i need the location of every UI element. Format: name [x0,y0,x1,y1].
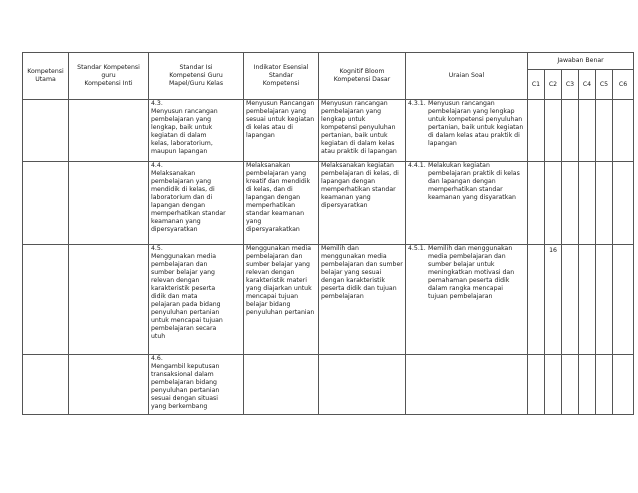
answer-c1 [528,162,545,245]
answer-c2 [545,162,562,245]
uraian-soal-cell [406,355,528,415]
kompetensi-utama-cell [23,245,69,355]
header-level-c3: C3 [562,70,579,100]
answer-c1 [528,355,545,415]
table-row [23,162,634,245]
competency-table-page [22,52,634,415]
answer-c3 [562,162,579,245]
header-level-c5: C5 [596,70,613,100]
standar-isi-cell: 4.5.Menggunakan media pembelajaran dan sumber belajar yang relevan dengan karakteristik peserta didik dan mata pelajaran pada bidang penyuluhan pertanian untuk mencapai tujuan pembelajaran secara utuh [149,245,244,355]
answer-c6 [613,162,634,245]
indikator-cell: Menyusun Rancangan pembelajaran yang sesuai untuk kegiatan di kelas atau di lapangan [244,100,319,162]
indikator-cell: Menggunakan media pembelajaran dan sumber belajar yang relevan dengan karakteristik materi yang diajarkan untuk mencapai tujuan belajar bidang penyuluhan pertanian [244,245,319,355]
answer-c1 [528,245,545,355]
indikator-cell [244,355,319,415]
header-indikator-esensial: Indikator Esensial Standar Kompetensi [244,53,319,100]
answer-c5 [596,162,613,245]
competency-table [22,52,634,415]
kompetensi-utama-cell [23,355,69,415]
answer-c4 [579,162,596,245]
answer-c4 [579,355,596,415]
standar-kompetensi-cell [69,355,149,415]
header-level-c6: C6 [613,70,634,100]
header-kognitif-bloom: Kognitif Bloom Kompetensi Dasar [319,53,406,100]
kompetensi-dasar-cell: Memilih dan menggunakan media pembelajaran dan sumber belajar yang sesuai dengan karakteristik peserta didik dan tujuan pembelajaran [319,245,406,355]
answer-c3 [562,100,579,162]
header-jawaban-benar: Jawaban Benar [528,53,634,70]
header-kompetensi-utama: Kompetensi Utama [23,53,69,100]
answer-c6 [613,355,634,415]
header-level-c4: C4 [579,70,596,100]
answer-c5 [596,100,613,162]
uraian-soal-cell: 4.4.1. Melakukan kegiatan pembelajaran praktik di kelas dan lapangan dengan memperhatikan standar keamanan yang disyaratkan [406,162,528,245]
kompetensi-dasar-cell [319,355,406,415]
kompetensi-dasar-cell: Menyusun rancangan pembelajaran yang lengkap untuk kompetensi penyuluhan pertanian, baik untuk kegiatan di dalam kelas atau praktik di lapangan [319,100,406,162]
header-level-c2: C2 [545,70,562,100]
table-row [23,355,634,415]
standar-isi-cell: 4.6.Mengambil keputusan transaksional dalam pembelajaran bidang penyuluhan pertanian sesuai dengan situasi yang berkembang [149,355,244,415]
indikator-cell: Melaksanakan pembelajaran yang kreatif dan mendidik di kelas, dan di lapangan dengan memperhatikan standar keamanan yang dipersyarakatkan [244,162,319,245]
answer-c6 [613,245,634,355]
table-row [23,245,634,355]
kompetensi-utama-cell [23,162,69,245]
table-row [23,100,634,162]
header-standar-kompetensi-guru: Standar Kompetensi guru Kompetensi Inti [69,53,149,100]
standar-kompetensi-cell [69,162,149,245]
standar-kompetensi-cell [69,245,149,355]
answer-c3 [562,245,579,355]
answer-c2 [545,355,562,415]
answer-c4 [579,100,596,162]
standar-isi-cell: 4.4.Melaksanakan pembelajaran yang mendidik di kelas, di laboratorium dan di lapangan dengan memperhatikan standar keamanan yang dipersyaratkan [149,162,244,245]
answer-c2 [545,100,562,162]
header-uraian-soal: Uraian Soal [406,53,528,100]
answer-c3 [562,355,579,415]
answer-c2: 16 [545,245,562,355]
answer-c6 [613,100,634,162]
uraian-soal-cell: 4.3.1. Menyusun rancangan pembelajaran yang lengkap untuk kompetensi penyuluhan pertanian, baik untuk kegiatan di dalam kelas atau praktik di lapangan [406,100,528,162]
answer-c5 [596,355,613,415]
header-standar-isi: Standar Isi Kompetensi Guru Mapel/Guru Kelas [149,53,244,100]
answer-c5 [596,245,613,355]
uraian-soal-cell: 4.5.1. Memilih dan menggunakan media pembelajaran dan sumber belajar untuk meningkatkan motivasi dan pemahaman peserta didik dalam rangka mencapai tujuan pembelajaran [406,245,528,355]
standar-kompetensi-cell [69,100,149,162]
answer-c1 [528,100,545,162]
answer-c4 [579,245,596,355]
standar-isi-cell: 4.3.Menyusun rancangan pembelajaran yang lengkap, baik untuk kegiatan di dalam kelas, laboratorium, maupun lapangan [149,100,244,162]
header-level-c1: C1 [528,70,545,100]
kompetensi-dasar-cell: Melaksanakan kegiatan pembelajaran di kelas, di lapangan dengan memperhatikan standar keamanan yang dipersyaratkan [319,162,406,245]
kompetensi-utama-cell [23,100,69,162]
